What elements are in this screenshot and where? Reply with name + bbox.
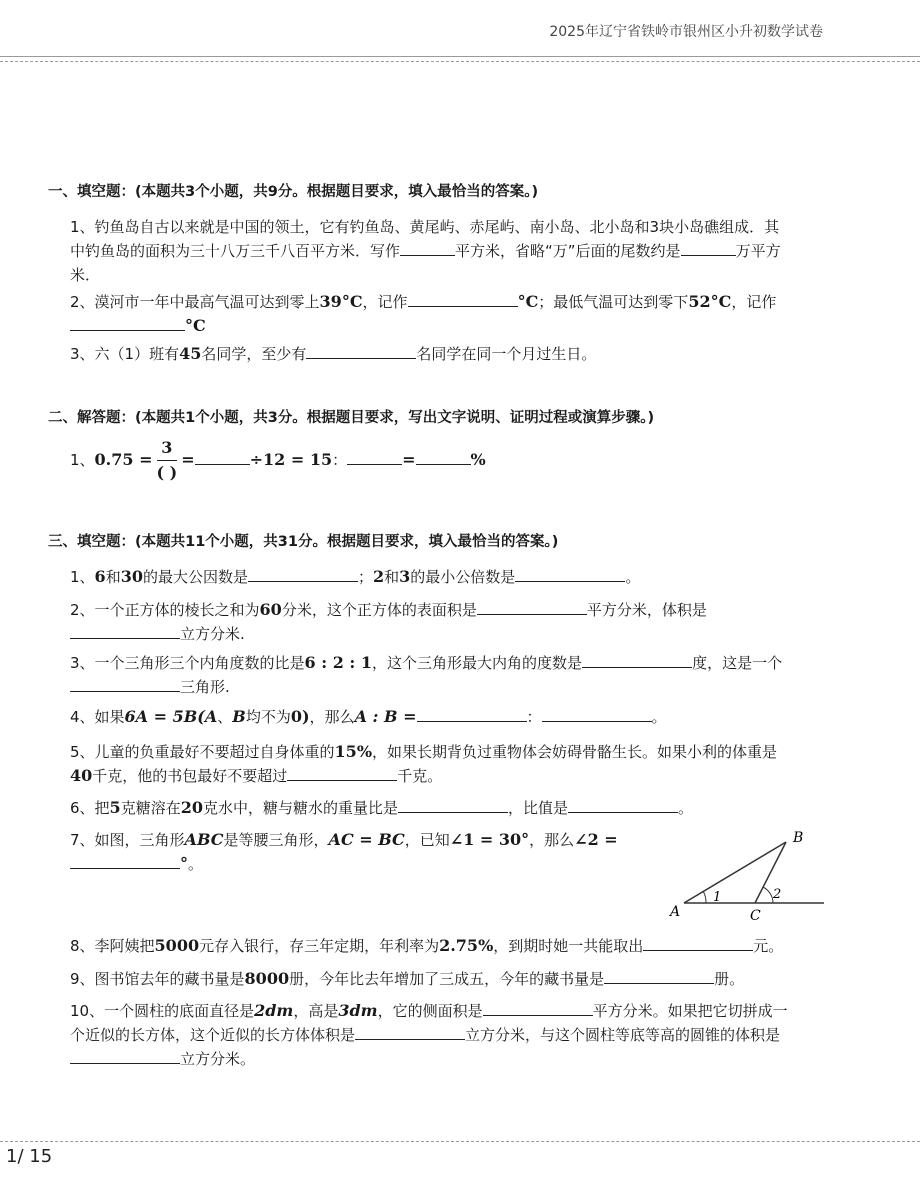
section-1-title: 一、填空题：(本题共3个小题，共9分。根据题目要求，填入最恰当的答案。) bbox=[48, 184, 539, 200]
question-3-8: 8、李阿姨把5000元存入银行，存三年定期，年利率为2.75%，到期时她一共能取出 元。 bbox=[70, 936, 784, 955]
answer-blank[interactable] bbox=[416, 449, 471, 465]
header-rule bbox=[0, 56, 920, 57]
question-3-6: 6、把5克糖溶在20克水中，糖与糖水的重量比是 ，比值是 。 bbox=[70, 798, 694, 817]
answer-blank[interactable] bbox=[347, 449, 402, 465]
answer-blank[interactable] bbox=[515, 566, 625, 582]
answer-blank[interactable] bbox=[70, 853, 180, 869]
section-3-title: 三、填空题：(本题共11个小题，共31分。根据题目要求，填入最恰当的答案。) bbox=[48, 534, 559, 550]
angle-1-arc bbox=[703, 891, 706, 903]
fraction: $\frac{3}{( )}$ bbox=[156, 438, 178, 482]
angle-2-arc bbox=[763, 887, 773, 903]
question-3-3: 3、一个三角形三个内角度数的比是6 : 2 : 1，这个三角形最大内角的度数是 度，这是一个 三角形. bbox=[70, 653, 783, 696]
answer-blank[interactable] bbox=[70, 676, 180, 692]
angle-1-label: 1 bbox=[713, 890, 722, 905]
answer-blank[interactable] bbox=[604, 968, 714, 984]
question-1-1-line-1: 1、钓鱼岛自古以来就是中国的领土，它有钓鱼岛、黄尾屿、赤尾屿、南小岛、北小岛和3块小岛礁组成．其 bbox=[70, 218, 780, 236]
answer-blank[interactable] bbox=[355, 1024, 465, 1040]
question-2-1: 1、0.75 = $\frac{3}{( )}$ = ÷12 = 15： = % bbox=[70, 438, 486, 482]
answer-blank[interactable] bbox=[70, 623, 180, 639]
answer-blank[interactable] bbox=[542, 706, 652, 722]
answer-blank[interactable] bbox=[287, 765, 397, 781]
answer-blank[interactable] bbox=[195, 449, 250, 465]
answer-blank[interactable] bbox=[306, 343, 416, 359]
question-1-3: 3、六（1）班有45名同学，至少有 名同学在同一个月过生日。 bbox=[70, 344, 597, 363]
answer-blank[interactable] bbox=[70, 1048, 180, 1064]
answer-blank[interactable] bbox=[248, 566, 358, 582]
answer-blank[interactable] bbox=[417, 706, 527, 722]
footer-rule bbox=[0, 1141, 920, 1142]
answer-blank[interactable] bbox=[681, 240, 736, 256]
answer-blank[interactable] bbox=[483, 1000, 593, 1016]
question-3-10: 10、一个圆柱的底面直径是2dm，高是3dm，它的侧面积是 平方分米。如果把它切拼成一 个近似的长方体，这个近似的长方体体积是 立方分米，与这个圆柱等底等高的圆锥的体积是 立方分米。 bbox=[70, 1001, 788, 1068]
answer-blank[interactable] bbox=[582, 652, 692, 668]
question-3-9: 9、图书馆去年的藏书量是8000册，今年比去年增加了三成五，今年的藏书量是 册。 bbox=[70, 969, 745, 988]
question-1-2: 2、漠河市一年中最高气温可达到零上39°C，记作 °C；最低气温可达到零下52°C，记作 °C bbox=[70, 292, 777, 335]
vertex-b-label: B bbox=[793, 830, 804, 846]
section-2-title: 二、解答题：(本题共1个小题，共3分。根据题目要求，写出文字说明、证明过程或演算步骤。) bbox=[48, 410, 655, 426]
answer-blank[interactable] bbox=[398, 797, 508, 813]
triangle-figure bbox=[664, 822, 829, 924]
answer-blank[interactable] bbox=[400, 240, 455, 256]
answer-blank[interactable] bbox=[408, 291, 518, 307]
vertex-a-label: A bbox=[670, 904, 681, 920]
vertex-c-label: C bbox=[750, 908, 761, 924]
page-number: 1/ 15 bbox=[6, 1146, 53, 1167]
question-3-5: 5、儿童的负重最好不要超过自身体重的15%，如果长期背负过重物体会妨碍骨骼生长。如果小利的体重是 40千克，他的书包最好不要超过 千克。 bbox=[70, 742, 778, 785]
header-rule-dashed bbox=[0, 61, 920, 62]
angle-2-label: 2 bbox=[773, 887, 782, 902]
question-1-1 bbox=[70, 215, 820, 287]
question-3-7: 7、如图，三角形ABC是等腰三角形，AC = BC，已知∠1 = 30°，那么∠2 = °。 bbox=[70, 830, 618, 873]
question-3-1: 1、6和30的最大公因数是 ；2和3的最小公倍数是 。 bbox=[70, 567, 641, 586]
document-header-title: 2025年辽宁省铁岭市银州区小升初数学试卷 bbox=[549, 24, 823, 40]
answer-blank[interactable] bbox=[568, 797, 678, 813]
question-3-4: 4、如果6A = 5B(A、B均不为0)，那么A : B = ： 。 bbox=[70, 707, 667, 726]
question-1-1-line-2: 中钓鱼岛的面积为三十八万三千八百平方米．写作 平方米，省略“万”后面的尾数约是 万平方 bbox=[70, 242, 781, 260]
question-1-1-line-3: 米． bbox=[70, 266, 101, 284]
answer-blank[interactable] bbox=[477, 599, 587, 615]
answer-blank[interactable] bbox=[70, 315, 185, 331]
question-3-2: 2、一个正方体的棱长之和为60分米，这个正方体的表面积是 平方分米，体积是 立方分米. bbox=[70, 600, 707, 643]
answer-blank[interactable] bbox=[643, 935, 753, 951]
